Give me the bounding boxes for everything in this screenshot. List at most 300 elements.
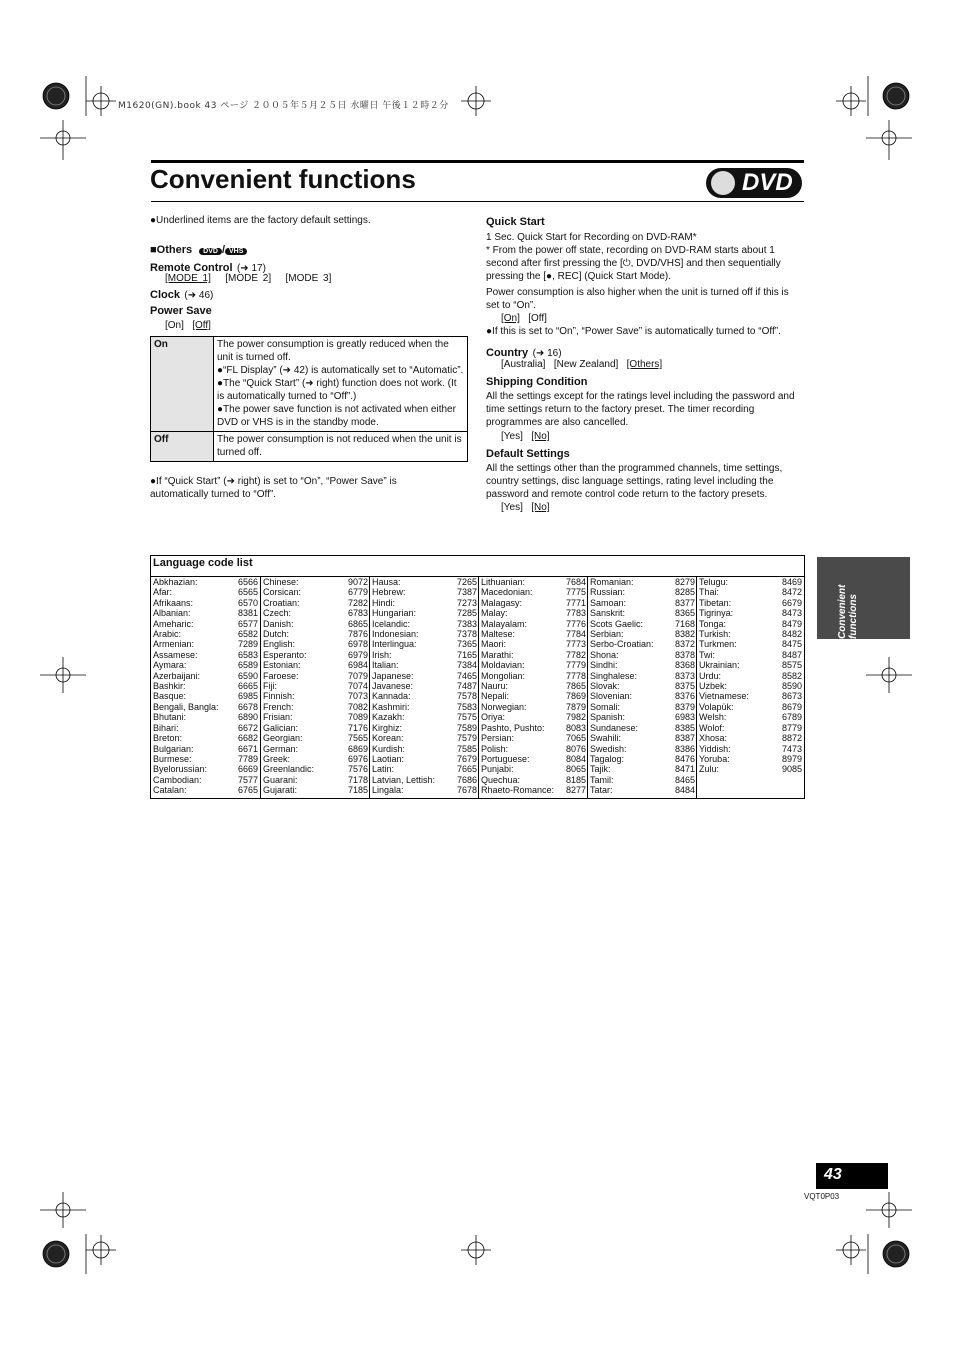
language-name: Yoruba: <box>699 753 730 764</box>
list-item <box>588 681 697 691</box>
section-tab-label: Convenient functions <box>837 584 859 639</box>
remote-control-options <box>165 272 331 285</box>
list-item <box>151 619 260 629</box>
language-code: 6577 <box>237 618 258 629</box>
list-item <box>261 744 370 754</box>
language-name: Punjabi: <box>481 764 514 775</box>
list-item <box>261 681 370 691</box>
list-item <box>479 702 588 712</box>
disc-icon <box>711 171 735 195</box>
table-row <box>151 432 468 462</box>
language-name: Burmese: <box>153 753 192 764</box>
language-code: 7779 <box>565 660 586 671</box>
language-code: 6665 <box>237 681 258 692</box>
list-item <box>151 587 260 597</box>
language-name: Serbo-Croatian: <box>590 639 654 650</box>
language-name: English: <box>263 639 296 650</box>
option-new-zealand: [New Zealand] <box>553 359 619 370</box>
list-item <box>479 619 588 629</box>
language-name: Tamil: <box>590 774 614 785</box>
language-code: 6583 <box>237 649 258 660</box>
list-item <box>151 723 260 733</box>
language-name: Chinese: <box>263 577 299 587</box>
list-item <box>479 639 588 649</box>
language-name: Basque: <box>153 691 187 702</box>
list-item <box>370 733 479 743</box>
list-item <box>151 660 260 670</box>
list-item <box>261 785 370 795</box>
language-name: Greek: <box>263 753 291 764</box>
language-code: 7879 <box>565 701 586 712</box>
language-code: 7784 <box>565 629 586 640</box>
language-name: Ameharic: <box>153 618 194 629</box>
language-code: 7775 <box>565 587 586 598</box>
language-name: Swahili: <box>590 733 622 744</box>
list-item <box>151 577 260 587</box>
option-on: [On] <box>501 313 520 324</box>
page-number-text: 43 <box>824 1166 842 1183</box>
option-others: [Others] <box>626 359 663 370</box>
quick-start-heading: Quick Start <box>486 216 545 228</box>
option-off: [Off] <box>528 313 547 324</box>
list-item <box>370 754 479 764</box>
list-item <box>697 744 804 754</box>
list-item <box>151 639 260 649</box>
language-name: Slovenian: <box>590 691 633 702</box>
language-name: Kashmiri: <box>372 701 410 712</box>
language-column <box>260 576 370 798</box>
list-item <box>261 619 370 629</box>
list-item <box>151 629 260 639</box>
language-name: Interlingua: <box>372 639 417 650</box>
clock-ref: (➜ 46) <box>184 290 214 301</box>
list-item <box>479 587 588 597</box>
language-code: 7282 <box>347 597 368 608</box>
list-item <box>370 712 479 722</box>
language-name: Bihari: <box>153 722 179 733</box>
others-heading: ■Others DVD / VHS <box>150 244 247 256</box>
language-name: Malayalam: <box>481 618 528 629</box>
language-name: Frisian: <box>263 712 293 723</box>
list-item <box>261 660 370 670</box>
list-item <box>151 733 260 743</box>
language-name: Scots Gaelic: <box>590 618 644 629</box>
language-code: 7176 <box>347 722 368 733</box>
list-item <box>479 681 588 691</box>
language-code: 8065 <box>565 764 586 775</box>
option-no: [No] <box>531 502 550 513</box>
print-header: M1620(GN).book 43 ページ ２００５年５月２５日 水曜日 午後１２時２分 <box>118 101 449 111</box>
section-tab <box>817 557 910 639</box>
language-name: Italian: <box>372 660 399 671</box>
language-code: 7575 <box>456 712 477 723</box>
language-name: Rhaeto-Romance: <box>481 785 555 796</box>
list-item <box>370 775 479 785</box>
list-item <box>370 639 479 649</box>
language-code: 7589 <box>456 722 477 733</box>
list-item <box>151 775 260 785</box>
power-save-key-on: On <box>151 337 214 432</box>
language-code: 6570 <box>237 597 258 608</box>
list-item <box>697 754 804 764</box>
language-code: 8376 <box>674 691 695 702</box>
language-name: Croatian: <box>263 597 300 608</box>
language-code: 7869 <box>565 691 586 702</box>
language-code: 7678 <box>456 785 477 796</box>
language-name: Assamese: <box>153 649 198 660</box>
language-name: Turkish: <box>699 629 731 640</box>
language-code: 7289 <box>237 639 258 650</box>
language-name: Portuguese: <box>481 753 530 764</box>
language-code: 8285 <box>674 587 695 598</box>
list-item <box>261 671 370 681</box>
language-code: 9085 <box>781 764 802 775</box>
language-code: 8083 <box>565 722 586 733</box>
on-line: ●The “Quick Start” (➜ right) function does not work. (It is automatically turned to “Off”.) <box>217 378 457 402</box>
power-save-off-desc: The power consumption is not reduced when the unit is turned off. <box>214 432 468 462</box>
language-name: Laotian: <box>372 753 405 764</box>
language-name: Russian: <box>590 587 626 598</box>
language-code: 7982 <box>565 712 586 723</box>
language-name: Thai: <box>699 587 720 598</box>
shipping-heading: Shipping Condition <box>486 376 588 388</box>
language-code: 6669 <box>237 764 258 775</box>
list-item <box>697 691 804 701</box>
language-name: Yiddish: <box>699 743 731 754</box>
language-code: 6983 <box>674 712 695 723</box>
country-label: Country <box>486 347 529 359</box>
language-name: Bulgarian: <box>153 743 194 754</box>
list-item <box>370 598 479 608</box>
language-name: Kurdish: <box>372 743 406 754</box>
language-name: Samoan: <box>590 597 627 608</box>
dvd-badge-label: DVD <box>742 169 793 196</box>
power-save-table <box>150 336 468 462</box>
list-item <box>261 608 370 618</box>
language-name: Sindhi: <box>590 660 618 671</box>
list-item <box>588 598 697 608</box>
list-item <box>370 660 479 670</box>
language-code: 8385 <box>674 722 695 733</box>
list-item <box>479 712 588 722</box>
list-item <box>588 723 697 733</box>
clock-label: Clock <box>150 289 180 301</box>
language-name: Tigrinya: <box>699 608 734 619</box>
language-code: 6978 <box>347 639 368 650</box>
language-code: 7473 <box>781 743 802 754</box>
language-code: 8375 <box>674 681 695 692</box>
language-column <box>151 576 260 798</box>
list-item <box>479 650 588 660</box>
language-code: 6679 <box>781 597 802 608</box>
option-yes: [Yes] <box>501 431 523 442</box>
language-code: 6582 <box>237 629 258 640</box>
option-off: [Off] <box>192 320 211 331</box>
list-item <box>261 712 370 722</box>
list-item <box>588 650 697 660</box>
country-options <box>501 358 662 371</box>
language-code: 7576 <box>347 764 368 775</box>
language-column <box>696 576 804 798</box>
language-code: 6566 <box>237 577 258 587</box>
language-code: 8368 <box>674 660 695 671</box>
language-name: Albanian: <box>153 608 191 619</box>
option-australia: [Australia] <box>501 359 546 370</box>
language-name: Icelandic: <box>372 618 411 629</box>
language-name: Esperanto: <box>263 649 307 660</box>
language-code: 7073 <box>347 691 368 702</box>
language-name: Japanese: <box>372 670 414 681</box>
list-item <box>479 733 588 743</box>
language-name: Faroese: <box>263 670 299 681</box>
list-item <box>479 775 588 785</box>
language-code: 7865 <box>565 681 586 692</box>
on-line: ●The power save function is not activated when either DVD or VHS is in the standby mode. <box>217 404 456 428</box>
language-name: Moldavian: <box>481 660 525 671</box>
language-name: Maltese: <box>481 629 516 640</box>
language-code: 7665 <box>456 764 477 775</box>
language-code: 7579 <box>456 733 477 744</box>
list-item <box>261 691 370 701</box>
language-code: 7168 <box>674 618 695 629</box>
list-item <box>151 598 260 608</box>
language-name: Latin: <box>372 764 395 775</box>
language-name: Corsican: <box>263 587 302 598</box>
language-name: Tatar: <box>590 785 613 796</box>
language-name: Hindi: <box>372 597 396 608</box>
default-settings-text: All the settings other than the programmed channels, time settings, country settings, disc language settings, rating level including the password and remote control code return to the factory presets. <box>486 463 783 500</box>
vhs-icon: VHS <box>225 248 247 255</box>
language-code: 6779 <box>347 587 368 598</box>
language-code: 7577 <box>237 774 258 785</box>
language-code: 7578 <box>456 691 477 702</box>
list-item <box>588 764 697 774</box>
language-name: Somali: <box>590 701 621 712</box>
list-item <box>261 598 370 608</box>
language-code: 8872 <box>781 733 802 744</box>
power-save-heading: Power Save <box>150 305 212 317</box>
list-item <box>151 744 260 754</box>
page-title: Convenient functions <box>150 164 416 194</box>
list-item <box>370 744 479 754</box>
quick-start-footnote: * From the power off state, recording on DVD-RAM starts about 1 second after first pressing the [⏻, DVD/VHS] and then sequentially pressing the [●, REC] (Quick Start Mode). <box>486 245 781 282</box>
language-name: Tagalog: <box>590 753 625 764</box>
language-code: 8381 <box>237 608 258 619</box>
language-name: Bhutani: <box>153 712 187 723</box>
language-code: 7465 <box>456 670 477 681</box>
language-code: 8372 <box>674 639 695 650</box>
language-name: Hebrew: <box>372 587 406 598</box>
list-item <box>479 764 588 774</box>
language-name: Pashto, Pushto: <box>481 722 545 733</box>
list-item <box>697 598 804 608</box>
default-settings-heading: Default Settings <box>486 448 570 460</box>
language-name: Quechua: <box>481 774 521 785</box>
language-name: Armenian: <box>153 639 195 650</box>
list-item <box>697 733 804 743</box>
list-item <box>261 775 370 785</box>
language-name: Kannada: <box>372 691 411 702</box>
language-name: Hausa: <box>372 577 401 587</box>
language-code: 7265 <box>456 577 477 587</box>
language-name: Breton: <box>153 733 183 744</box>
list-item <box>479 598 588 608</box>
title-rule-bottom <box>151 201 804 202</box>
quick-start-line: 1 Sec. Quick Start for Recording on DVD-RAM* <box>486 232 697 243</box>
language-name: Xhosa: <box>699 733 728 744</box>
language-code: 8473 <box>781 608 802 619</box>
language-code: 7783 <box>565 608 586 619</box>
list-item <box>697 681 804 691</box>
list-item <box>697 723 804 733</box>
language-name: Danish: <box>263 618 294 629</box>
language-code: 7082 <box>347 701 368 712</box>
list-item <box>479 785 588 795</box>
language-name: Oriya: <box>481 712 506 723</box>
list-item <box>261 587 370 597</box>
quick-start-options <box>501 312 547 325</box>
language-name: Finnish: <box>263 691 295 702</box>
language-code: 7679 <box>456 753 477 764</box>
language-code: 8277 <box>565 785 586 796</box>
list-item <box>151 712 260 722</box>
list-item <box>588 619 697 629</box>
language-code: 8185 <box>565 774 586 785</box>
language-name: Javanese: <box>372 681 414 692</box>
list-item <box>697 587 804 597</box>
language-name: Aymara: <box>153 660 187 671</box>
list-item <box>588 629 697 639</box>
language-name: Nauru: <box>481 681 509 692</box>
option-no: [No] <box>531 431 550 442</box>
list-item <box>588 577 697 587</box>
list-item <box>261 577 370 587</box>
language-code: 8387 <box>674 733 695 744</box>
option-mode-3: [MODE 3] <box>285 273 332 284</box>
on-line: ●“FL Display” (➜ 42) is automatically set to “Automatic”. <box>217 365 464 376</box>
language-name: Georgian: <box>263 733 303 744</box>
language-code: 6984 <box>347 660 368 671</box>
list-item <box>697 608 804 618</box>
list-item <box>261 650 370 660</box>
language-name: Azerbaijani: <box>153 670 201 681</box>
list-item <box>370 681 479 691</box>
dvd-icon: DVD <box>199 248 222 255</box>
quick-start-power-note: Power consumption is also higher when the unit is turned off if this is set to “On”. <box>486 287 789 311</box>
language-name: Kazakh: <box>372 712 405 723</box>
language-name: Gujarati: <box>263 785 298 796</box>
list-item <box>370 702 479 712</box>
document-code: VQT0P03 <box>804 1192 840 1201</box>
language-code: 8465 <box>674 774 695 785</box>
list-item <box>261 754 370 764</box>
list-item <box>151 702 260 712</box>
language-name: Tibetan: <box>699 597 732 608</box>
shipping-text: All the settings except for the ratings level including the password and time settings return to the factory preset. The timer recording programmes are also cancelled. <box>486 391 795 428</box>
language-code: 6890 <box>237 712 258 723</box>
language-name: Spanish: <box>590 712 626 723</box>
language-code: 8673 <box>781 691 802 702</box>
language-name: Korean: <box>372 733 404 744</box>
language-code: 6765 <box>237 785 258 796</box>
language-name: French: <box>263 701 294 712</box>
language-code: 8590 <box>781 681 802 692</box>
language-code: 6678 <box>237 701 258 712</box>
language-code: 8476 <box>674 753 695 764</box>
language-code: 6979 <box>347 649 368 660</box>
language-name: Uzbek: <box>699 681 728 692</box>
language-name: Twi: <box>699 649 716 660</box>
language-name: Fiji: <box>263 681 277 692</box>
language-name: Latvian, Lettish: <box>372 774 436 785</box>
list-item <box>370 650 479 660</box>
language-code: 7789 <box>237 753 258 764</box>
list-item <box>479 671 588 681</box>
language-code: 8487 <box>781 649 802 660</box>
language-name: Singhalese: <box>590 670 638 681</box>
language-code: 7185 <box>347 785 368 796</box>
option-on: [On] <box>165 320 184 331</box>
list-item <box>588 587 697 597</box>
shipping-options <box>501 430 550 443</box>
list-item <box>151 681 260 691</box>
language-code: 7165 <box>456 649 477 660</box>
list-item <box>151 754 260 764</box>
list-item <box>588 712 697 722</box>
power-save-key-off: Off <box>151 432 214 462</box>
language-name: Estonian: <box>263 660 301 671</box>
language-code: 7365 <box>456 639 477 650</box>
language-name: Sundanese: <box>590 722 639 733</box>
language-code: 7585 <box>456 743 477 754</box>
language-code: 7178 <box>347 774 368 785</box>
language-name: Bengali, Bangla: <box>153 701 219 712</box>
language-code: 8471 <box>674 764 695 775</box>
language-name: Vietnamese: <box>699 691 749 702</box>
language-name: Ukrainian: <box>699 660 740 671</box>
language-name: Afrikaans: <box>153 597 194 608</box>
list-item <box>697 650 804 660</box>
power-save-on-desc <box>214 337 468 432</box>
list-item <box>261 639 370 649</box>
language-code-list <box>150 555 805 799</box>
list-item <box>697 702 804 712</box>
language-name: Malagasy: <box>481 597 523 608</box>
list-item <box>697 712 804 722</box>
option-mode-1: [MODE 1] <box>165 273 211 284</box>
language-name: Dutch: <box>263 629 290 640</box>
language-name: Nepali: <box>481 691 510 702</box>
list-item <box>588 785 697 795</box>
remote-control-ref: (➜ 17) <box>236 263 266 274</box>
language-code: 7387 <box>456 587 477 598</box>
list-item <box>697 671 804 681</box>
list-item <box>151 691 260 701</box>
language-code: 8484 <box>674 785 695 796</box>
language-code: 8479 <box>781 618 802 629</box>
language-code: 8679 <box>781 701 802 712</box>
language-code: 7583 <box>456 701 477 712</box>
language-name: Cambodian: <box>153 774 202 785</box>
language-code: 7074 <box>347 681 368 692</box>
language-code: 9072 <box>347 577 368 587</box>
list-item <box>370 764 479 774</box>
language-name: Lithuanian: <box>481 577 526 587</box>
language-name: Czech: <box>263 608 292 619</box>
list-item <box>261 733 370 743</box>
language-code: 6590 <box>237 670 258 681</box>
power-save-options <box>165 319 211 332</box>
